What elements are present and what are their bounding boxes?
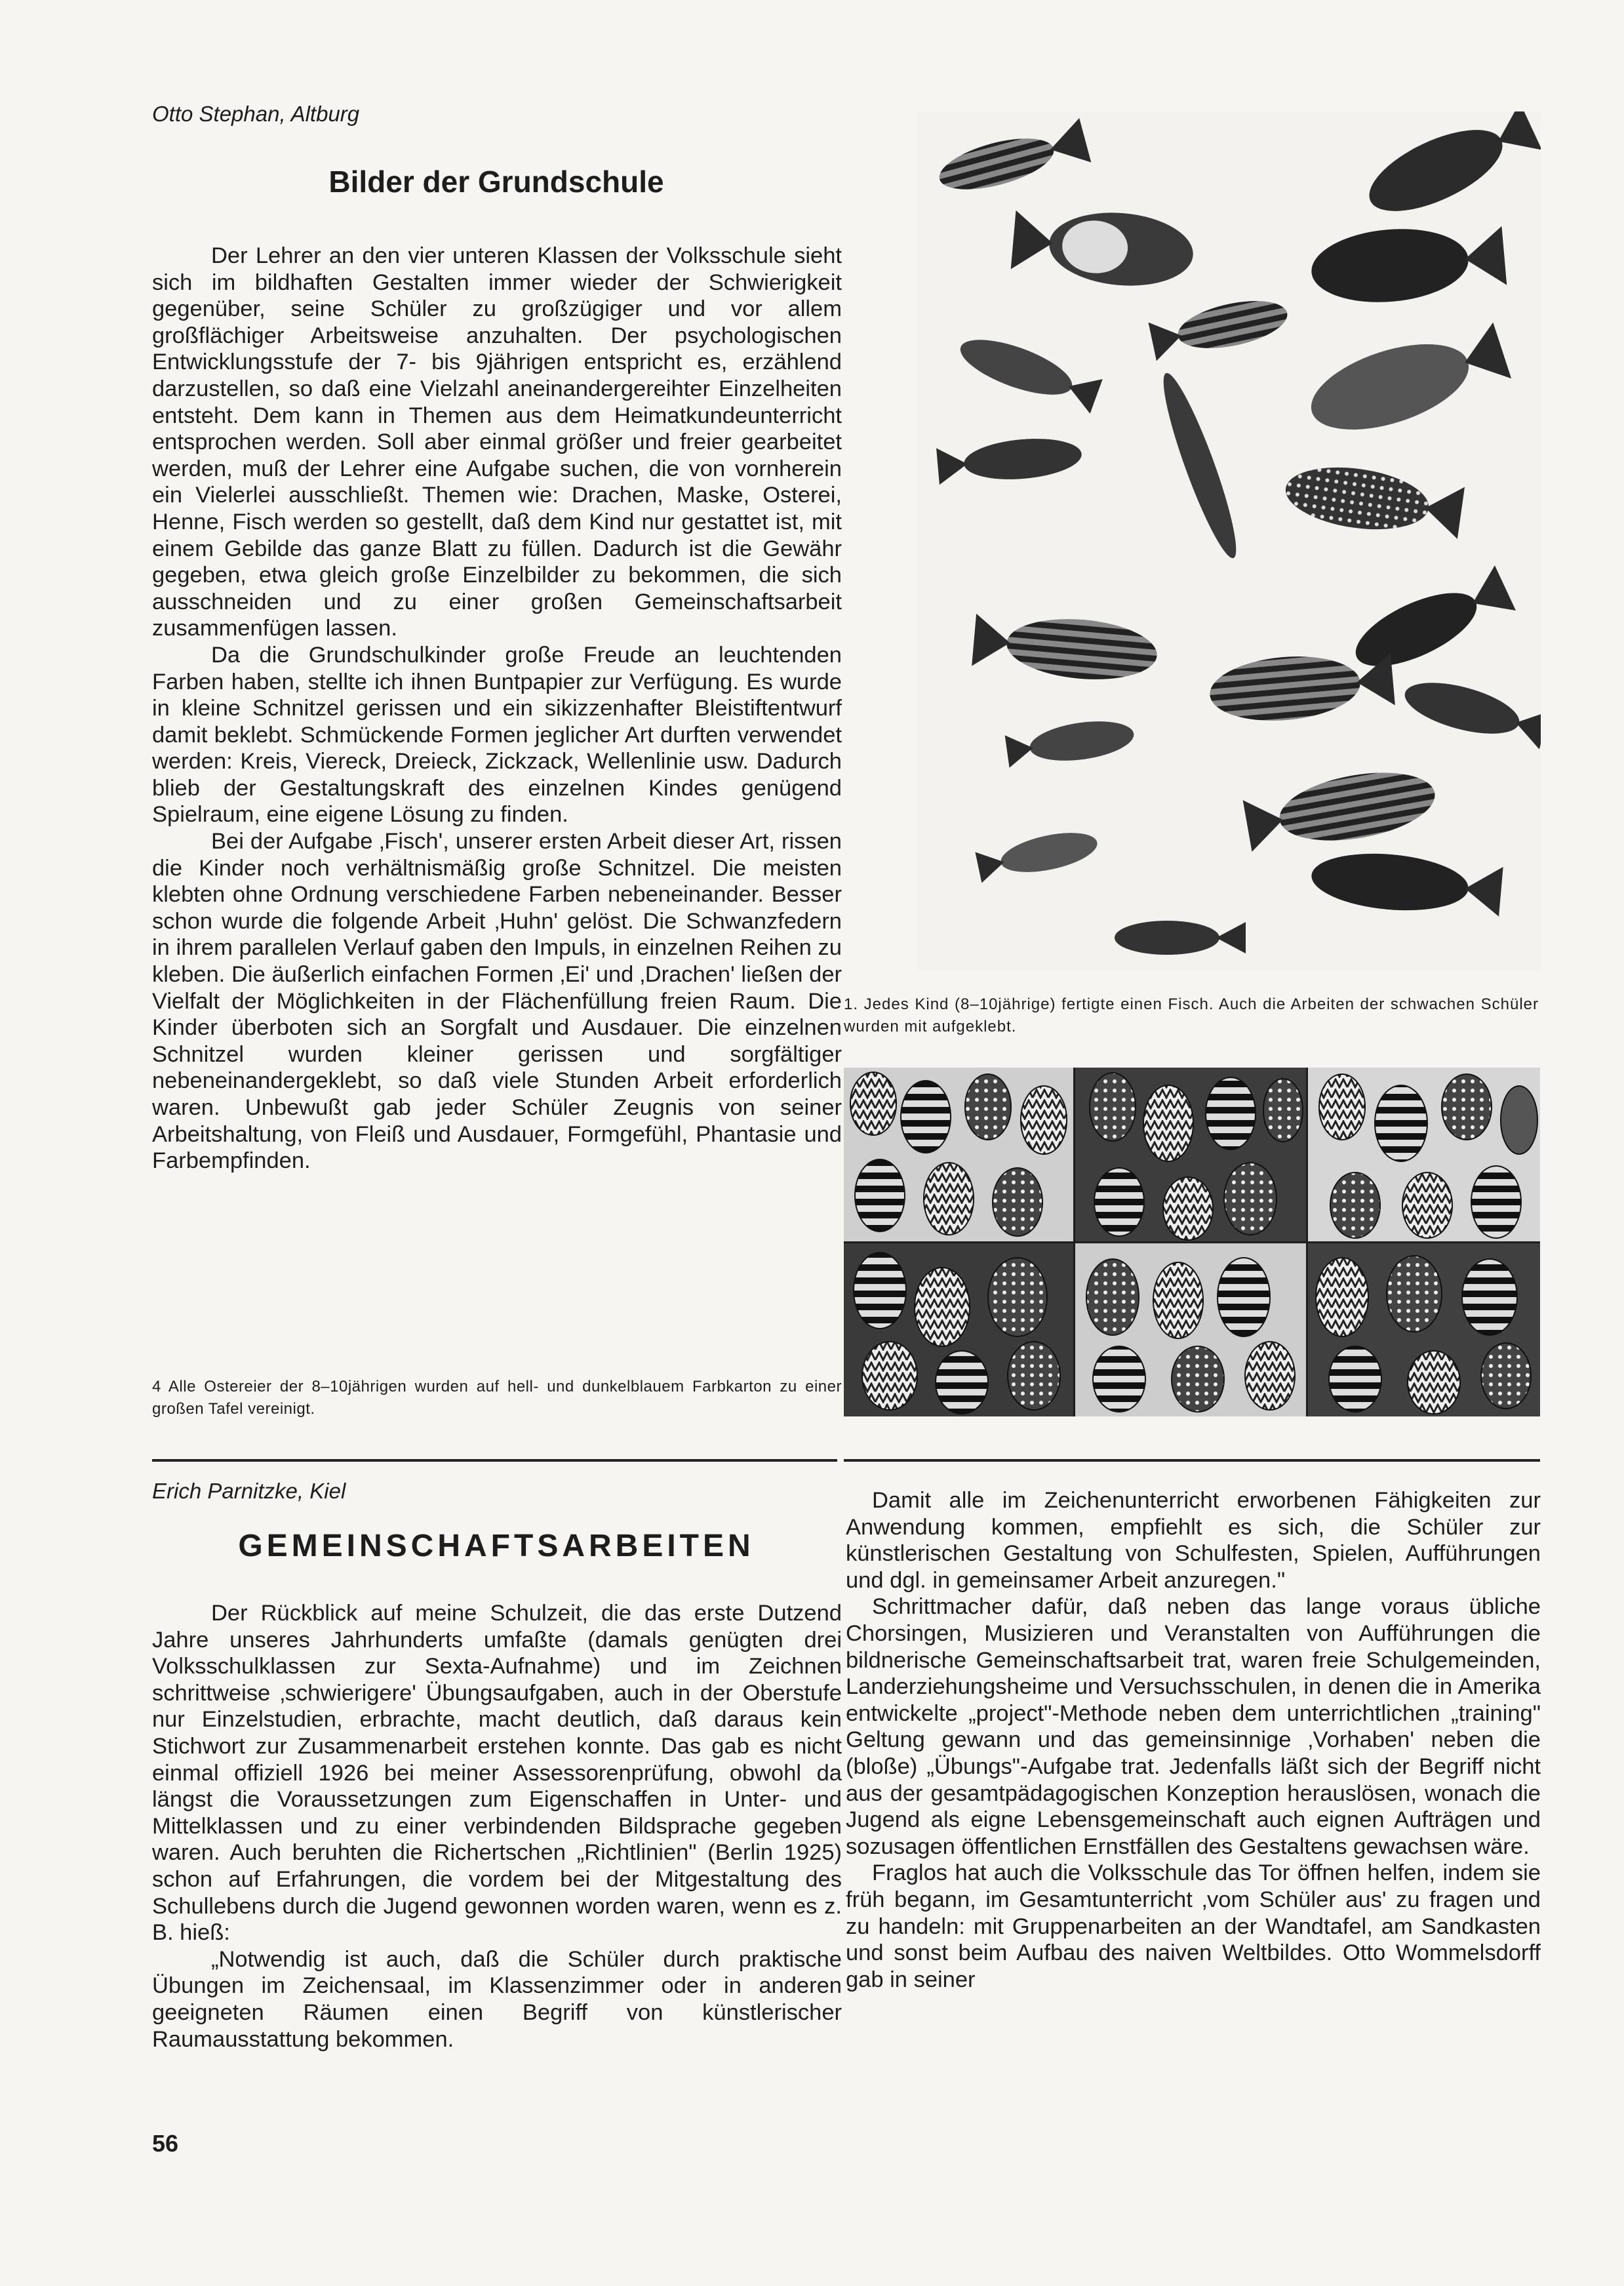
fish-figure [918, 111, 1541, 971]
fish-caption: 1. Jedes Kind (8–10jährige) fertigte einen Fisch. Auch die Arbeiten der schwachen Schüler wurden mit aufgeklebt. [844, 995, 1539, 1035]
fish-5 [1148, 292, 1292, 362]
article2-paragraph: Der Rückblick auf meine Schulzeit, die das erste Dutzend Jahre unseres Jahrhunderts umfaßte (damals genügten drei Volksschulklassen zur Sexta-Aufnahme) und im Zeichnen schrittweise ‚schwierigere' Übungsaufgaben, auch in der Oberstufe nur Einzelstudien, erbrachte, macht deutlich, daß daraus kein Stichwort zur Zusammenarbeit erstehen konnte. Das gab es nicht einmal offiziell 1926 bei meiner Assessorenprüfung, obwohl da längst die Voraussetzungen zum Eigenschaffen in Unter- und Mittelklassen und zu einer verbindenden Bildsprache gegeben waren. Auch beruhten die Richertschen „Richtlinien" (Berlin 1925) schon auf Erfahrungen, die vordem bei der Mitgestaltung des Schullebens durch die Jugend gewonnen worden waren, wenn es z. B. hieß: [152, 1601, 842, 1946]
article2-left-column [152, 1600, 842, 2053]
fish-10 [1282, 459, 1465, 542]
fish-8 [936, 434, 1083, 486]
fish-14 [1400, 673, 1541, 751]
article2-right-column [846, 1487, 1541, 1993]
fish-11 [1345, 564, 1516, 681]
fish-collage [918, 111, 1541, 971]
article2-quote-continued: Damit alle im Zeichenunterricht erworbenen Fähigkeiten zur Anwendung kommen, empfiehlt es sich, die Schüler zur künstlerischen Gestaltung von Schulfesten, Spielen, Aufführungen und dgl. in gemeinsamer Arbeit anzuregen." [846, 1488, 1541, 1593]
section-divider-left [152, 1459, 837, 1462]
article1-body [152, 243, 842, 1174]
fish-15 [1004, 715, 1136, 770]
article1-title: Bilder der Grundschule [328, 165, 664, 199]
article2-author: Erich Parnitzke, Kiel [152, 1479, 346, 1503]
section-divider-right [844, 1459, 1540, 1462]
fish-4 [1309, 220, 1507, 308]
page-number: 56 [152, 2130, 179, 2157]
article2-paragraph: Schrittmacher dafür, daß neben das lange voraus übliche Chorsingen, Musizieren und Veranstalten von Aufführungen die bildnerische Gemeinschaftsarbeit trat, waren freie Schulgemeinden, Landerziehungsheime und Versuchsschulen, in denen die in Amerika entwickelte „project"-Methode neben dem unterrichtlichen „training" Geltung gewann und das gemeinsinnige ‚Vorhaben' neben die (bloße) „Übungs"-Aufgabe trat. Jedenfalls läßt sich der Begriff nicht aus der gesamtpädagogischen Konzeption herauslösen, wonach die Jugend als eigne Lebensgemeinschaft auch eignen Aufträgen und sozusagen öffentlichen Ernstfällen des Gestaltens gewachsen wäre. [846, 1594, 1541, 1859]
article2-paragraph: Fraglos hat auch die Volksschule das Tor öffnen helfen, indem sie früh begann, im Gesamtunterricht ‚vom Schüler aus' zu fragen und zu handeln: mit Gruppenarbeiten an der Wandtafel, am Sandkasten und sonst beim Aufbau des naiven Weltbildes. Otto Wommelsdorff gab in seiner [846, 1860, 1541, 1992]
article1-paragraph: Bei der Aufgabe ‚Fisch', unserer ersten Arbeit dieser Art, rissen die Kinder noch verhältnismäßig große Schnitzel. Die meisten klebten ohne Ordnung verschiedene Farben nebeneinander. Besser schon wurde die folgende Arbeit ‚Huhn' gelöst. Die Schwanzfedern in ihrem parallelen Verlauf gaben den Impuls, in einzelnen Reihen zu kleben. Die äußerlich einfachen Formen ‚Ei' und ‚Drachen' ließen der Vielfalt der Möglichkeiten in der Flächenfüllung freien Raum. Die Kinder überboten sich an Sorgfalt und Ausdauer. Die einzelnen Schnitzel wurden kleiner gerissen und sorgfältiger nebeneinandergeklebt, so daß viele Stunden Arbeit erforderlich waren. Unbewußt gab jeder Schüler Zeugnis von seiner Arbeitshaltung, von Fleiß und Ausdauer, Formgefühl, Phantasie und Farbempfinden. [152, 829, 842, 1174]
article1-paragraph: Da die Grundschulkinder große Freude an leuchtenden Farben haben, stellte ich ihnen Buntpapier zur Verfügung. Es wurde in kleine Schnitzel gerissen und ein sikizzenhafter Bleistiftentwurf damit beklebt. Schmückende Formen jeglicher Art durften verwendet werden: Kreis, Viereck, Dreieck, Zickzack, Wellenlinie usw. Dadurch blieb der Gestaltungskraft des einzelnen Kindes genügend Spielraum, eine eigene Lösung zu finden. [152, 642, 842, 828]
fish-12 [972, 611, 1160, 685]
fish-17 [975, 826, 1101, 884]
article2-title: GEMEINSCHAFTSARBEITEN [238, 1529, 755, 1563]
fish-1 [934, 118, 1091, 201]
fish-7 [1301, 316, 1513, 447]
eggs-caption: 4 Alle Ostereier der 8–10jährigen wurden auf hell- und dunkelblauem Farbkarton zu einer großen Tafel vereinigt. [152, 1378, 842, 1418]
fish-19 [1115, 921, 1246, 955]
fish-2 [1358, 111, 1541, 228]
fish-9 [1153, 369, 1247, 563]
eggs-collage [844, 1068, 1540, 1416]
fish-18 [1309, 848, 1503, 919]
fish-3 [1010, 204, 1197, 292]
fish-16 [1242, 762, 1440, 857]
eggs-figure [844, 1068, 1540, 1416]
fish-6 [954, 329, 1103, 415]
article2-quote: „Notwendig ist auch, daß die Schüler durch praktische Übungen im Zeichensaal, im Klassenzimmer oder in anderen geeigneten Räumen einen Begriff von künstlerischer Raumausstattung bekommen. [152, 1946, 842, 2052]
fish-group [934, 111, 1541, 955]
article1-author: Otto Stephan, Altburg [152, 102, 360, 126]
article1-paragraph: Der Lehrer an den vier unteren Klassen der Volksschule sieht sich im bildhaften Gestalten immer wieder der Schwierigkeit gegenüber, seine Schüler zu großzügiger und vor allem großflächiger Arbeitsweise anzuhalten. Der psychologischen Entwicklungsstufe der 7- bis 9jährigen entspricht es, erzählend darzustellen, so daß eine Vielzahl aneinandergereihter Einzelheiten entsteht. Dem kann in Themen aus dem Heimatkundeunterricht entsprochen werden. Soll aber einmal größer und freier gearbeitet werden, muß der Lehrer eine Aufgabe suchen, die von vornherein ein Vielerlei ausschließt. Themen wie: Drachen, Maske, Osterei, Henne, Fisch werden so gestellt, daß dem Kind nur gestattet ist, mit einem Gebilde das ganze Blatt zu füllen. Dadurch ist die Gewähr gegeben, etwa gleich große Einzelbilder zu bekommen, die sich ausschneiden und zu einer großen Gemeinschaftsarbeit zusammenfügen lassen. [152, 243, 842, 641]
